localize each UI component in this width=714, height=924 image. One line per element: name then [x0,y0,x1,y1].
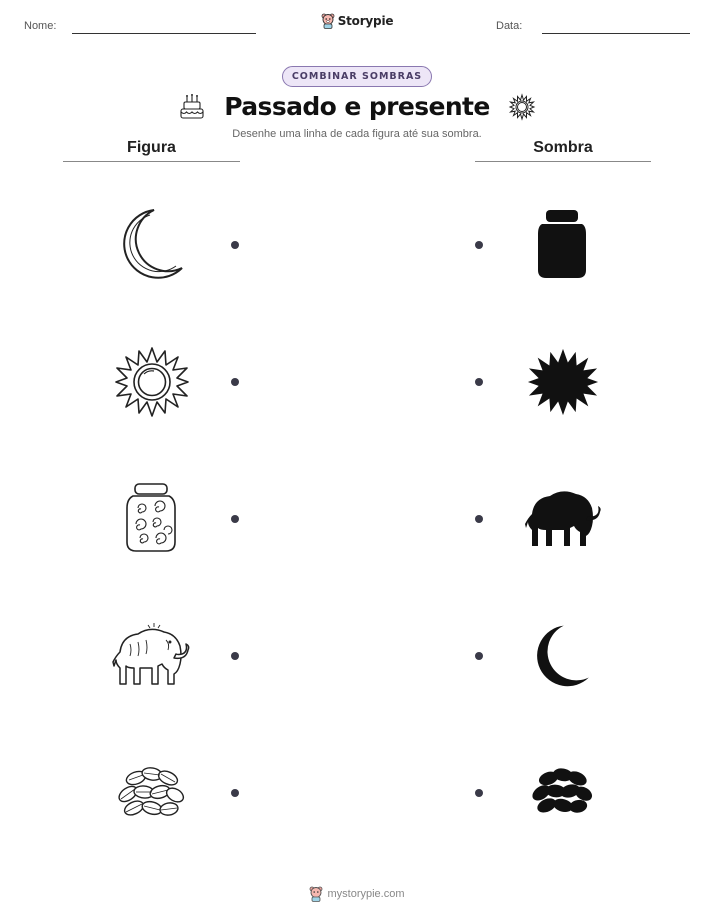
sun-shadow-icon [526,344,600,420]
figure-dot-3[interactable] [231,515,239,523]
mammoth-shadow-icon [522,484,604,552]
seeds-icon [114,762,188,822]
mammoth-icon [108,620,192,690]
sun-title-icon [508,93,536,121]
name-label: Nome: [24,20,57,32]
shadow-dot-3[interactable] [475,515,483,523]
date-line[interactable] [542,33,690,34]
footer-url[interactable]: mystorypie.com [327,888,405,900]
jar-shadow-icon [530,206,594,282]
column-header-figure: Figura [127,139,176,156]
column-underline-shadow [475,161,651,162]
crescent-moon-icon [114,206,190,282]
figure-dot-1[interactable] [231,241,239,249]
seeds-shadow-icon [528,764,596,818]
figure-dot-5[interactable] [231,789,239,797]
column-header-shadow: Sombra [533,139,593,156]
brand-logo [0,13,714,34]
shadow-dot-1[interactable] [475,241,483,249]
crescent-moon-shadow-icon [528,618,596,694]
shadow-dot-4[interactable] [475,652,483,660]
figure-dot-4[interactable] [231,652,239,660]
bear-mascot-icon [321,13,335,29]
brand-name: Storypie [337,14,394,28]
shadow-dot-2[interactable] [475,378,483,386]
footer [0,886,714,907]
footer-bear-icon [309,886,323,902]
date-label: Data: [496,20,523,32]
figure-dot-2[interactable] [231,378,239,386]
activity-badge: COMBINAR SOMBRAS [282,66,432,87]
swirl-jar-icon [120,480,182,556]
birthday-cake-icon [178,93,206,121]
instructions: Desenhe uma linha de cada figura até sua sombra. [232,128,482,140]
shadow-dot-5[interactable] [475,789,483,797]
page-title: Passado e presente [224,92,490,121]
sun-icon [114,344,190,420]
column-underline-figure [63,161,240,162]
